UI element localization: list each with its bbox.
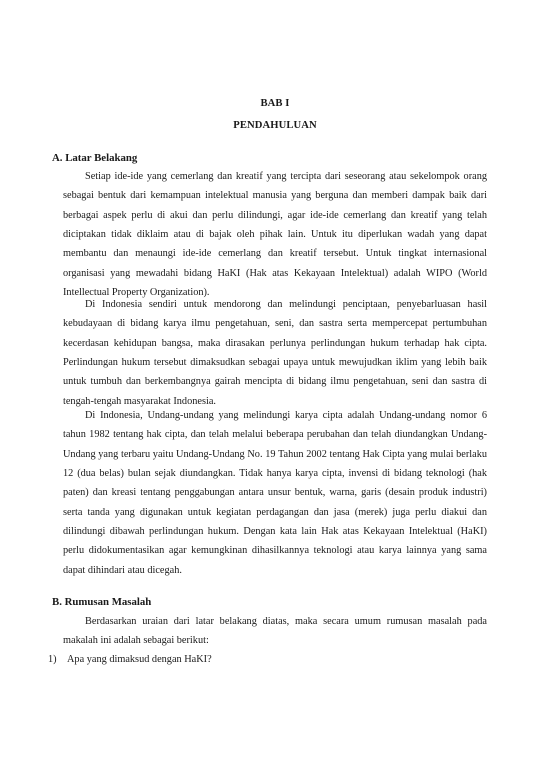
list-item: [48, 650, 212, 669]
paragraph: Setiap ide-ide yang cemerlang dan kreatif yang tercipta dari seseorang atau sekelompok orang sebagai bentuk dari kemampuan intelektual manusia yang berguna dan memberi dampak baik dari berbagai aspek perlu di akui dan perlu dilindungi, agar ide-ide cemerlang dan kreatif yang telah diciptakan tidak diklaim atau di bajak oleh pihak lain. Untuk itu diperlukan wadah yang dapat membantu dan menaungi ide-ide cemerlang dan kreatif tersebut. Untuk tingkat internasional organisasi yang mewadahi bidang HaKI (Hak atas Kekayaan Intelektual) adalah WIPO (World Intellectual Property Organization).: [63, 171, 487, 299]
chapter-title: PENDAHULUAN: [233, 120, 317, 131]
paragraph: Di Indonesia, Undang-undang yang melindungi karya cipta adalah Undang-undang nomor 6 tahun 1982 tentang hak cipta, dan telah melalui beberapa perubahan dan telah diundangkan Undang-Undang yang terbaru yaitu Undang-Undang No. 19 Tahun 2002 tentang Hak Cipta yang mulai berlaku 12 (dua belas) bulan sejak diundangkan. Tidak hanya karya cipta, invensi di bidang teknologi (hak paten) dan kreasi tentang penggabungan antara unsur bentuk, warna, garis (desain produk industri) serta tanda yang digunakan untuk kegiatan perdagangan dan jasa (merek) juga perlu diakui dan dilindungi dibawah perlindungan hukum. Dengan kata lain Hak atas Kekayaan Intelektual (HaKI) perlu didokumentasikan agar kemungkinan dihasilkannya teknologi atau karya lainnya yang sama dapat dihindari atau dicegah.: [63, 410, 487, 576]
list-item-number: 1): [48, 654, 57, 665]
paragraph: Di Indonesia sendiri untuk mendorong dan melindungi penciptaan, penyebarluasan hasil kebudayaan di bidang karya ilmu pengetahuan, seni, dan sastra serta mempercepat pertumbuhan kecerdasan kehidupan bangsa, maka dirasakan perlunya perlindungan hukum terhadap hak cipta. Perlindungan hukum tersebut dimaksudkan sebagai upaya untuk mewujudkan iklim yang lebih baik untuk tumbuh dan berkembangnya gairah mencipta di bidang ilmu pengetahuan, seni dan sastra di tengah-tengah masyarakat Indonesia.: [63, 299, 487, 407]
section-heading-latar-belakang: A. Latar Belakang: [52, 152, 138, 164]
list-item-text: Apa yang dimaksud dengan HaKI?: [67, 654, 212, 665]
section-heading-rumusan-masalah: B. Rumusan Masalah: [52, 596, 152, 608]
chapter-number: BAB I: [260, 98, 290, 109]
paragraph: Berdasarkan uraian dari latar belakang diatas, maka secara umum rumusan masalah pada makalah ini adalah sebagai berikut:: [63, 616, 487, 647]
